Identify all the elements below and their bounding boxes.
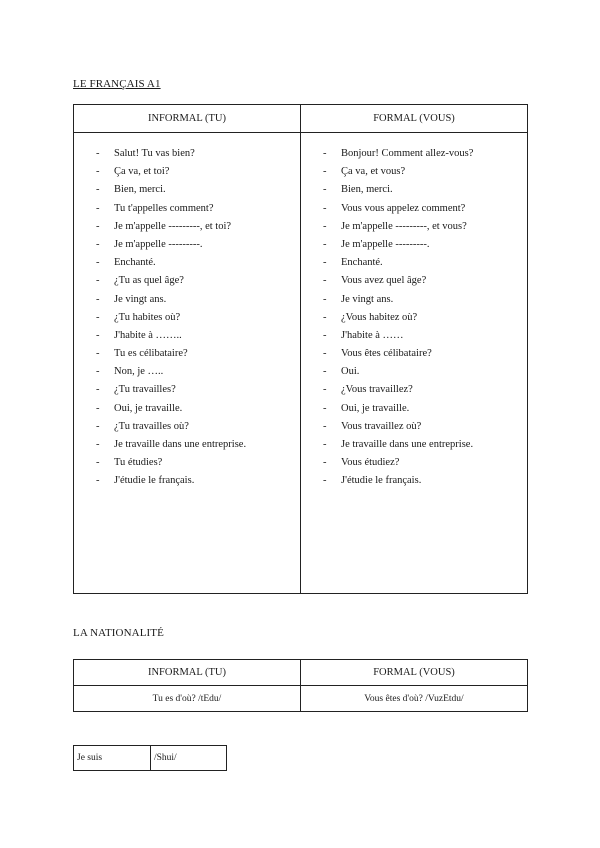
dash-bullet: - [323,439,327,450]
formal-list [301,133,527,491]
dash-bullet: - [96,166,100,178]
dash-bullet: - [323,220,327,232]
list-item [74,145,300,163]
list-item-text: Ça va, et toi? [114,166,170,178]
dash-bullet: - [323,311,327,323]
dash-bullet: - [323,329,327,341]
dash-bullet: - [323,475,327,487]
list-item [301,272,527,290]
je-suis-table [73,745,227,771]
list-item-text: J'étudie le français. [114,475,195,487]
je-suis-cell: Je suis [74,746,151,771]
dash-bullet: - [96,366,100,378]
dash-bullet: - [323,384,327,396]
list-item [74,218,300,236]
list-item [74,254,300,272]
dash-bullet: - [323,275,327,287]
dash-bullet: - [323,366,327,378]
list-item [301,236,527,254]
list-item-text: Oui, je travaille. [114,402,183,414]
list-item-text: Vous êtes célibataire? [341,348,432,360]
list-item-text: Bonjour! Comment allez-vous? [341,148,474,159]
dash-bullet: - [96,148,100,159]
greetings-table-header-row [74,105,528,133]
list-item-text: Oui. [341,366,360,378]
list-item [301,381,527,399]
list-item-text: Je m'appelle ---------, et vous? [341,220,467,232]
nationality-table [73,659,528,712]
nationality-table-row [74,686,528,712]
dash-bullet: - [96,457,100,469]
dash-bullet: - [323,293,327,305]
greetings-table [73,104,528,594]
list-item-text: Je travaille dans une entreprise. [114,439,247,450]
list-item-text: Tu es célibataire? [114,348,188,360]
dash-bullet: - [323,148,327,159]
list-item-text: J'étudie le français. [341,475,422,487]
dash-bullet: - [96,475,100,487]
dash-bullet: - [323,348,327,360]
informal-list [74,133,300,491]
list-item [301,472,527,490]
list-item [74,472,300,490]
list-item [74,381,300,399]
dash-bullet: - [96,384,100,396]
list-item [301,436,527,454]
je-suis-row [74,746,227,771]
dash-bullet: - [96,348,100,360]
list-item-text: Salut! Tu vas bien? [114,148,195,159]
list-item-text: ¿Vous habitez où? [341,311,418,323]
list-item [301,345,527,363]
list-item-text: Ça va, et vous? [341,166,406,178]
list-item [74,418,300,436]
dash-bullet: - [96,293,100,305]
list-item-text: Je vingt ans. [114,293,167,305]
list-item [74,200,300,218]
list-item-text: Je m'appelle ---------. [341,238,430,250]
dash-bullet: - [96,311,100,323]
list-item [301,163,527,181]
section-title-nationality: LA NATIONALITÉ [73,627,164,639]
dash-bullet: - [96,439,100,450]
list-item-text: Tu étudies? [114,457,163,469]
dash-bullet: - [323,238,327,250]
dash-bullet: - [96,257,100,269]
list-item [301,254,527,272]
list-item [74,345,300,363]
list-item-text: Enchanté. [114,257,156,269]
dash-bullet: - [323,420,327,432]
dash-bullet: - [96,202,100,214]
list-item-text: Je vingt ans. [341,293,394,305]
list-item-text: Tu t'appelles comment? [114,202,214,214]
list-item-text: Je travaille dans une entreprise. [341,439,474,450]
list-item [74,272,300,290]
list-item-text: ¿Tu as quel âge? [114,275,184,287]
page-title: LE FRANÇAIS A1 [73,78,161,90]
list-item [301,309,527,327]
list-item [301,145,527,163]
dash-bullet: - [96,275,100,287]
informal-column [74,133,301,594]
list-item [301,327,527,345]
list-item-text: Non, je ….. [114,366,164,378]
nationality-header-formal: FORMAL (VOUS) [301,660,528,686]
list-item-text: Bien, merci. [341,184,393,196]
nationality-table-header-row [74,660,528,686]
list-item [301,218,527,236]
list-item-text: Vous travaillez où? [341,420,422,432]
header-informal: INFORMAL (TU) [74,105,301,133]
dash-bullet: - [96,402,100,414]
list-item [74,181,300,199]
list-item-text: ¿Tu travailles où? [114,420,189,432]
list-item-text: Je m'appelle ---------. [114,238,203,250]
list-item-text: Enchanté. [341,257,383,269]
list-item-text: ¿Vous travaillez? [341,384,413,396]
dash-bullet: - [323,257,327,269]
greetings-table-body-row [74,133,528,594]
formal-column [301,133,528,594]
list-item-text: Vous vous appelez comment? [341,202,466,214]
list-item [74,291,300,309]
list-item-text: Oui, je travaille. [341,402,410,414]
list-item-text: J'habite à …….. [114,329,182,341]
dash-bullet: - [323,184,327,196]
nationality-header-informal: INFORMAL (TU) [74,660,301,686]
list-item [301,181,527,199]
dash-bullet: - [96,329,100,341]
dash-bullet: - [96,238,100,250]
list-item [74,454,300,472]
dash-bullet: - [323,457,327,469]
list-item-text: Bien, merci. [114,184,166,196]
list-item [301,363,527,381]
list-item-text: ¿Tu travailles? [114,384,176,396]
list-item-text: J'habite à …… [341,329,404,341]
list-item [74,436,300,454]
pronunciation-cell: /Shui/ [151,746,227,771]
list-item [74,236,300,254]
list-item [74,327,300,345]
nationality-informal-cell: Tu es d'où? /tEdu/ [74,686,301,712]
list-item [301,454,527,472]
list-item [301,200,527,218]
list-item-text: ¿Tu habites où? [114,311,181,323]
header-formal: FORMAL (VOUS) [301,105,528,133]
list-item-text: Je m'appelle ---------, et toi? [114,220,232,232]
list-item-text: Vous étudiez? [341,457,400,469]
dash-bullet: - [323,166,327,178]
list-item [301,291,527,309]
list-item [301,418,527,436]
list-item [74,400,300,418]
dash-bullet: - [323,202,327,214]
dash-bullet: - [96,184,100,196]
list-item [74,363,300,381]
list-item-text: Vous avez quel âge? [341,275,427,287]
dash-bullet: - [96,420,100,432]
dash-bullet: - [96,220,100,232]
dash-bullet: - [323,402,327,414]
list-item [74,163,300,181]
nationality-formal-cell: Vous êtes d'où? /VuzEtdu/ [301,686,528,712]
list-item [74,309,300,327]
list-item [301,400,527,418]
